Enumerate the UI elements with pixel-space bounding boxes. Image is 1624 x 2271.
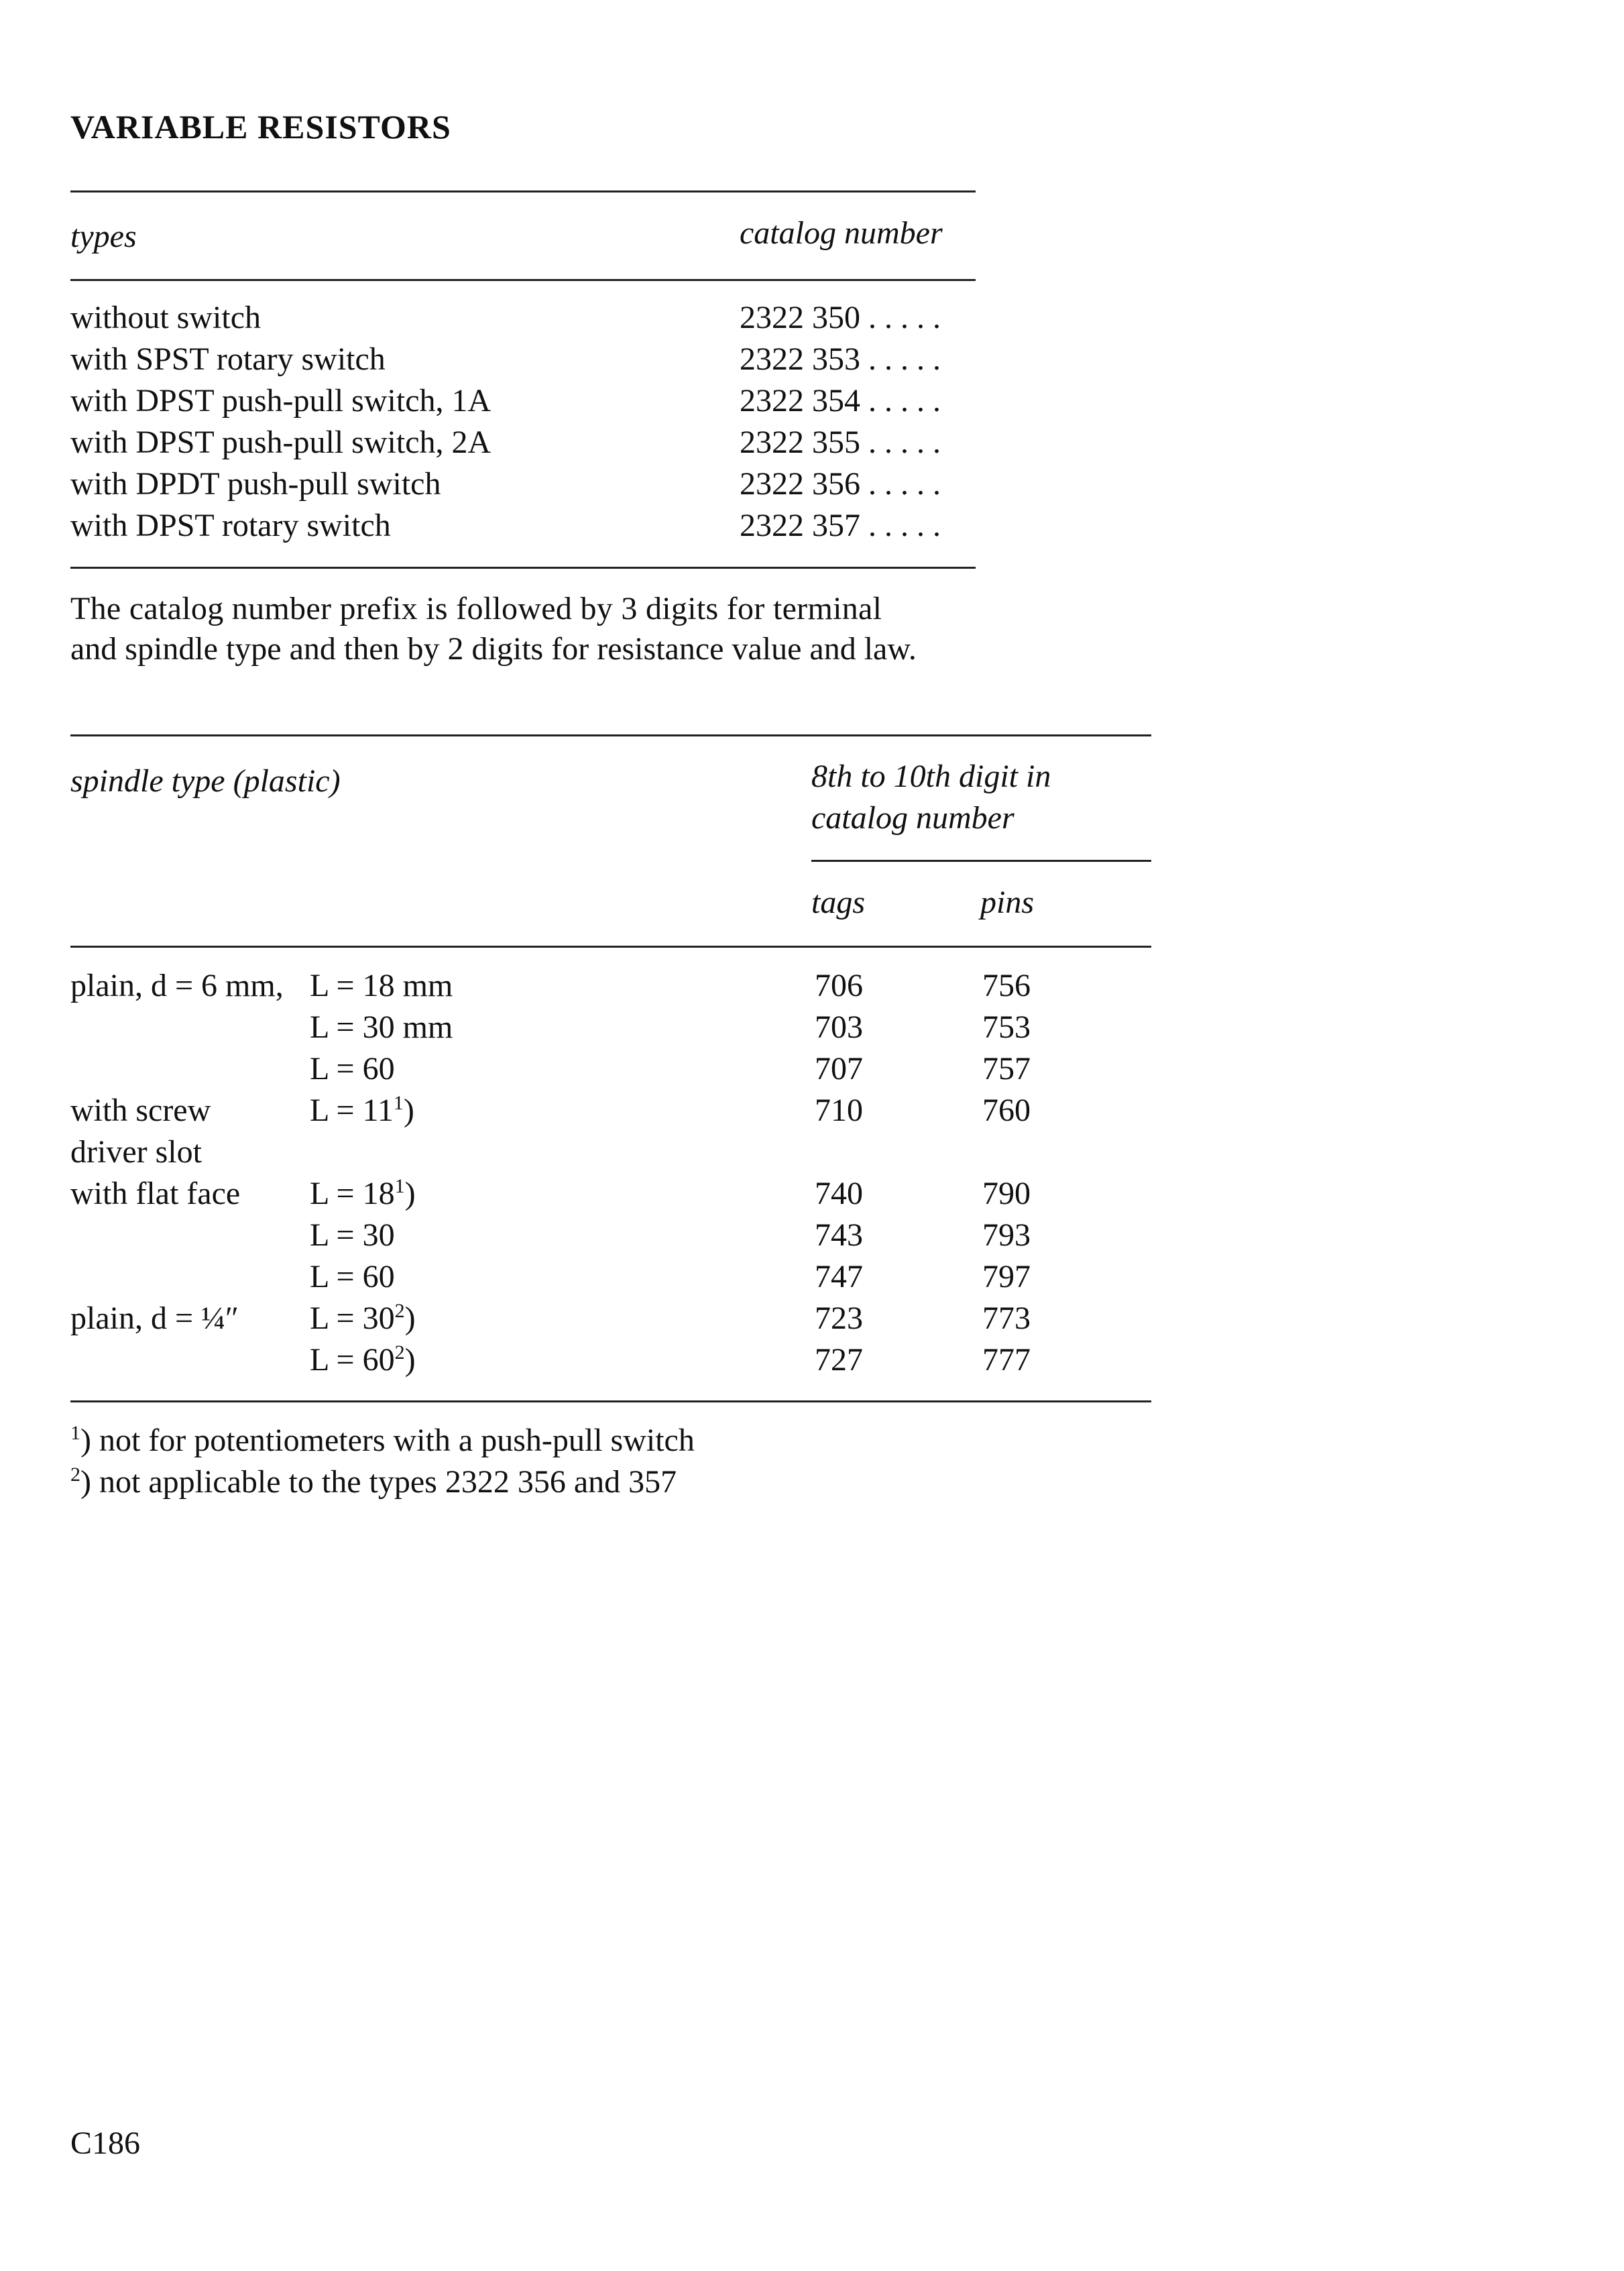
type-cell: with DPST rotary switch xyxy=(70,508,391,543)
digits-sub-rule xyxy=(811,860,1151,862)
spindle-header-rule xyxy=(70,946,1151,948)
pins-header: pins xyxy=(980,885,1035,920)
footnote-ref: 2 xyxy=(394,1341,405,1364)
length-cell xyxy=(310,967,453,1004)
table-top-rule xyxy=(70,190,976,192)
catalog-header: catalog number xyxy=(740,215,943,251)
footnote-ref: 1 xyxy=(393,1092,404,1114)
note-line-1: The catalog number prefix is followed by 3 digits for terminal xyxy=(70,591,882,626)
tags-cell: 727 xyxy=(815,1342,863,1378)
page-number: C186 xyxy=(70,2125,141,2161)
tags-cell: 723 xyxy=(815,1300,863,1336)
tags-cell: 706 xyxy=(815,968,863,1003)
pins-cell: 797 xyxy=(982,1259,1031,1294)
pins-cell: 753 xyxy=(982,1009,1031,1045)
length-value: L = 60 xyxy=(310,1051,395,1087)
spindle-desc-cell: plain, d = 6 mm, xyxy=(70,968,284,1003)
length-value: L = 60 xyxy=(310,1259,395,1294)
tags-cell: 740 xyxy=(815,1176,863,1211)
tags-header: tags xyxy=(811,885,866,920)
tags-cell: 710 xyxy=(815,1093,863,1128)
spindle-desc-cell: with flat face xyxy=(70,1176,241,1211)
tags-cell: 743 xyxy=(815,1217,863,1253)
pins-cell: 757 xyxy=(982,1051,1031,1087)
pins-cell: 760 xyxy=(982,1093,1031,1128)
catalog-cell: 2322 353 . . . . . xyxy=(740,341,941,377)
table-bottom-rule xyxy=(70,567,976,569)
footnote-text: ) not for potentiometers with a push-pull switch xyxy=(80,1423,695,1458)
footnote-ref: 2 xyxy=(394,1300,405,1322)
spindle-desc-cell: plain, d = ¼″ xyxy=(70,1300,239,1336)
footnote-ref: 1 xyxy=(394,1175,405,1197)
footnote-text: ) not applicable to the types 2322 356 and 357 xyxy=(80,1464,677,1500)
pins-cell: 773 xyxy=(982,1300,1031,1336)
pins-cell: 790 xyxy=(982,1176,1031,1211)
length-value: L = 11 xyxy=(310,1093,394,1128)
length-cell: $L = 60^2$) xyxy=(310,1341,416,1378)
length-cell xyxy=(310,1258,395,1295)
tags-cell: 703 xyxy=(815,1009,863,1045)
footnote-mark: 1 xyxy=(70,1422,80,1444)
length-value: L = 30 mm xyxy=(310,1009,453,1045)
length-cell: $L = 30^2$) xyxy=(310,1300,416,1336)
catalog-cell: 2322 355 . . . . . xyxy=(740,425,941,460)
pins-cell: 793 xyxy=(982,1217,1031,1253)
tags-cell: 707 xyxy=(815,1051,863,1087)
type-cell: with DPDT push-pull switch xyxy=(70,466,441,502)
footnote-mark: 2 xyxy=(70,1463,80,1486)
type-cell: without switch xyxy=(70,300,261,335)
length-cell xyxy=(310,1009,453,1046)
types-header: types xyxy=(70,219,137,254)
note-line-2: and spindle type and then by 2 digits for resistance value and law. xyxy=(70,631,917,667)
length-value: L = 30 xyxy=(310,1300,395,1336)
length-value: L = 18 xyxy=(310,1176,395,1211)
type-cell: with DPST push-pull switch, 2A xyxy=(70,425,491,460)
pins-cell: 756 xyxy=(982,968,1031,1003)
catalog-cell: 2322 357 . . . . . xyxy=(740,508,941,543)
digits-header-line-2: catalog number xyxy=(811,800,1014,836)
spindle-top-rule xyxy=(70,734,1151,736)
tags-cell: 747 xyxy=(815,1259,863,1294)
pins-cell: 777 xyxy=(982,1342,1031,1378)
footnote xyxy=(70,1463,677,1500)
spindle-bottom-rule xyxy=(70,1400,1151,1402)
length-value: L = 30 xyxy=(310,1217,395,1253)
catalog-cell: 2322 356 . . . . . xyxy=(740,466,941,502)
type-cell: with DPST push-pull switch, 1A xyxy=(70,383,491,419)
spindle-header: spindle type (plastic) xyxy=(70,763,341,799)
length-value: L = 18 mm xyxy=(310,968,453,1003)
footnote xyxy=(70,1422,695,1459)
spindle-desc-cell: with screw xyxy=(70,1093,211,1128)
length-cell: $L = 11^1$) xyxy=(310,1092,414,1128)
type-cell: with SPST rotary switch xyxy=(70,341,386,377)
length-cell: $L = 18^1$) xyxy=(310,1175,416,1211)
length-cell xyxy=(310,1217,395,1254)
length-cell xyxy=(310,1050,395,1087)
length-value: L = 60 xyxy=(310,1342,395,1378)
table-header-rule xyxy=(70,279,976,281)
catalog-cell: 2322 350 . . . . . xyxy=(740,300,941,335)
spindle-desc-cell: driver slot xyxy=(70,1134,202,1170)
catalog-cell: 2322 354 . . . . . xyxy=(740,383,941,419)
digits-header-line-1: 8th to 10th digit in xyxy=(811,759,1051,794)
page-title: VARIABLE RESISTORS xyxy=(70,108,451,146)
